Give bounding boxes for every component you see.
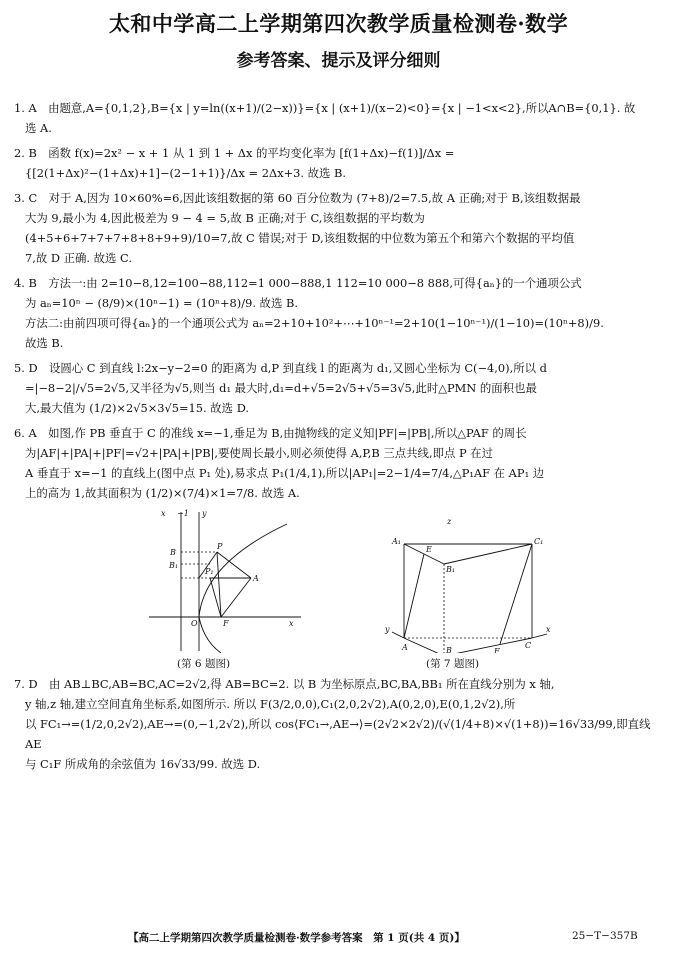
answer-q3 bbox=[14, 188, 664, 268]
answer-line: 上的高为 1,故其面积为 (1/2)×(7/4)×1=7/8. 故选 A. bbox=[25, 486, 300, 500]
fig7-label-f: F bbox=[494, 647, 500, 653]
footer-code: 25−T−357B bbox=[572, 930, 638, 942]
answer-line: 以 FC₁→=(1/2,0,2√2),AE→=(0,−1,2√2),所以 cos⟨FC₁→,AE→⟩=(2√2×2√2)/(√(1/4+8)×√(1+8))=16√33/99,即直线 AE bbox=[25, 717, 651, 751]
answer-q5 bbox=[14, 358, 664, 418]
answer-line: 方法二:由前四项可得{aₙ}的一个通项公式为 aₙ=2+10+10²+⋯+10ⁿ⁻¹=2+10(1−10ⁿ⁻¹)/(1−10)=(10ⁿ+8)/9. bbox=[25, 316, 604, 330]
answer-line: 2. B 函数 f(x)=2x² − x + 1 从 1 到 1 + Δx 的平均变化率为 [f(1+Δx)−f(1)]/Δx = bbox=[14, 146, 455, 160]
fig7-segment-fc1 bbox=[500, 544, 532, 644]
fig7-label-a: A bbox=[402, 643, 408, 652]
fig7-label-c1: C₁ bbox=[534, 537, 544, 546]
fig6-label-a: A bbox=[253, 574, 259, 583]
answer-line: 选 A. bbox=[25, 121, 52, 135]
fig6-label-p1: P₁ bbox=[205, 567, 214, 576]
figure-7-prism bbox=[382, 508, 552, 653]
fig6-label-y: y bbox=[202, 509, 207, 518]
answer-line: 大为 9,最小为 4,因此极差为 9 − 4 = 5,故 B 正确;对于 C,该组数据的平均数为 bbox=[25, 211, 425, 225]
fig7-edge-b1c1 bbox=[444, 544, 532, 564]
fig6-label-o: O bbox=[191, 619, 198, 628]
fig7-label-z: z bbox=[447, 517, 452, 526]
answer-q4 bbox=[14, 273, 664, 353]
figure-6-caption: (第 6 题图) bbox=[177, 658, 231, 670]
answer-line: 为 aₙ=10ⁿ − (8/9)×(10ⁿ−1) = (10ⁿ+8)/9. 故选 B. bbox=[25, 296, 298, 310]
answer-line: {[2(1+Δx)²−(1+Δx)+1]−(2−1+1)}/Δx = 2Δx+3. 故选 B. bbox=[25, 166, 347, 180]
fig7-edge-bc bbox=[444, 638, 532, 653]
fig7-label-y: y bbox=[385, 625, 390, 634]
answer-line: y 轴,z 轴,建立空间直角坐标系,如图所示. 所以 F(3/2,0,0),C₁(2,0,2√2),A(0,2,0),E(0,1,2√2),所 bbox=[25, 697, 516, 711]
fig7-axis-x bbox=[532, 634, 547, 638]
fig6-label-b: B bbox=[170, 548, 176, 557]
footer-page-info: 【高二上学期第四次教学质量检测卷·数学参考答案 第 1 页(共 4 页)】 bbox=[128, 932, 465, 944]
fig6-label-p: P bbox=[217, 542, 223, 551]
answer-line: 7,故 D 正确. 故选 C. bbox=[25, 251, 132, 265]
fig6-segment-af bbox=[221, 578, 251, 617]
figures-row bbox=[14, 508, 664, 670]
answer-line: 5. D 设圆心 C 到直线 l:2x−y−2=0 的距离为 d,P 到直线 l 的距离为 d₁,又圆心坐标为 C(−4,0),所以 d bbox=[14, 361, 547, 375]
answer-line: 3. C 对于 A,因为 10×60%=6,因此该组数据的第 60 百分位数为 (7+8)/2=7.5,故 A 正确;对于 B,该组数据最 bbox=[14, 191, 581, 205]
answer-line: 大,最大值为 (1/2)×2√5×3√5=15. 故选 D. bbox=[25, 401, 250, 415]
fig6-segment-pf bbox=[217, 552, 221, 617]
fig6-label-x-left: x bbox=[161, 509, 166, 518]
fig7-label-b1: B₁ bbox=[446, 565, 456, 574]
fig7-label-c: C bbox=[525, 641, 532, 650]
fig7-axis-y bbox=[392, 632, 404, 638]
answer-line: A 垂直于 x=−1 的直线上(图中点 P₁ 处),易求点 P₁(1/4,1),所以|AP₁|=2−1/4=7/4,△P₁AF 在 AP₁ 边 bbox=[25, 466, 545, 480]
answer-line: 与 C₁F 所成角的余弦值为 16√33/99. 故选 D. bbox=[25, 757, 261, 771]
fig6-label-x: x bbox=[289, 619, 294, 628]
answer-q6 bbox=[14, 423, 664, 503]
answer-body bbox=[14, 98, 664, 779]
figure-7-caption: (第 7 题图) bbox=[426, 658, 480, 670]
answer-line: (4+5+6+7+7+7+8+8+9+9)/10=7,故 C 错误;对于 D,该组数据的中位数为第五个和第六个数据的平均值 bbox=[25, 231, 575, 245]
answer-q2 bbox=[14, 143, 664, 183]
fig7-label-x: x bbox=[546, 625, 551, 634]
answer-q7 bbox=[14, 674, 664, 774]
answer-line: =|−8−2|/√5=2√5,又半径为√5,则当 d₁ 最大时,d₁=d+√5=2√5+√5=3√5,此时△PMN 的面积也最 bbox=[25, 381, 537, 395]
fig6-segment-pa bbox=[217, 552, 251, 578]
answer-q1 bbox=[14, 98, 664, 138]
answer-line: 7. D 由 AB⊥BC,AB=BC,AC=2√2,得 AB=BC=2. 以 B 为坐标原点,BC,BA,BB₁ 所在直线分别为 x 轴, bbox=[14, 677, 555, 691]
fig6-label-f: F bbox=[223, 619, 229, 628]
fig7-label-a1: A₁ bbox=[392, 537, 401, 546]
fig7-label-e: E bbox=[426, 545, 432, 554]
answer-line: 4. B 方法一:由 2=10−8,12=100−88,112=1 000−888,1 112=10 000−8 888,可得{aₙ}的一个通项公式 bbox=[14, 276, 582, 290]
fig7-label-b: B bbox=[446, 646, 452, 653]
fig6-label-minus1: −1 bbox=[177, 509, 189, 518]
answer-line: 为|AF|+|PA|+|PF|=√2+|PA|+|PB|,要使周长最小,则必须使得 A,P,B 三点共线,即点 P 在过 bbox=[25, 446, 494, 460]
answer-line: 故选 B. bbox=[25, 336, 64, 350]
fig6-label-b1: B₁ bbox=[169, 561, 179, 570]
page-title: 太和中学高二上学期第四次教学质量检测卷·数学 bbox=[108, 11, 569, 36]
answer-line: 1. A 由题意,A={0,1,2},B={x | y=ln((x+1)/(2−x))}={x | (x+1)/(x−2)<0}={x | −1<x<2},所以A∩B={0,1}. 故 bbox=[14, 101, 636, 115]
fig7-segment-ae bbox=[404, 554, 424, 638]
fig7-edge-ab bbox=[404, 638, 444, 653]
figure-6-parabola bbox=[139, 508, 309, 653]
page-subtitle: 参考答案、提示及评分细则 bbox=[236, 51, 441, 71]
answer-line: 6. A 如图,作 PB 垂直于 C 的准线 x=−1,垂足为 B,由抛物线的定义知|PF|=|PB|,所以△PAF 的周长 bbox=[14, 426, 527, 440]
